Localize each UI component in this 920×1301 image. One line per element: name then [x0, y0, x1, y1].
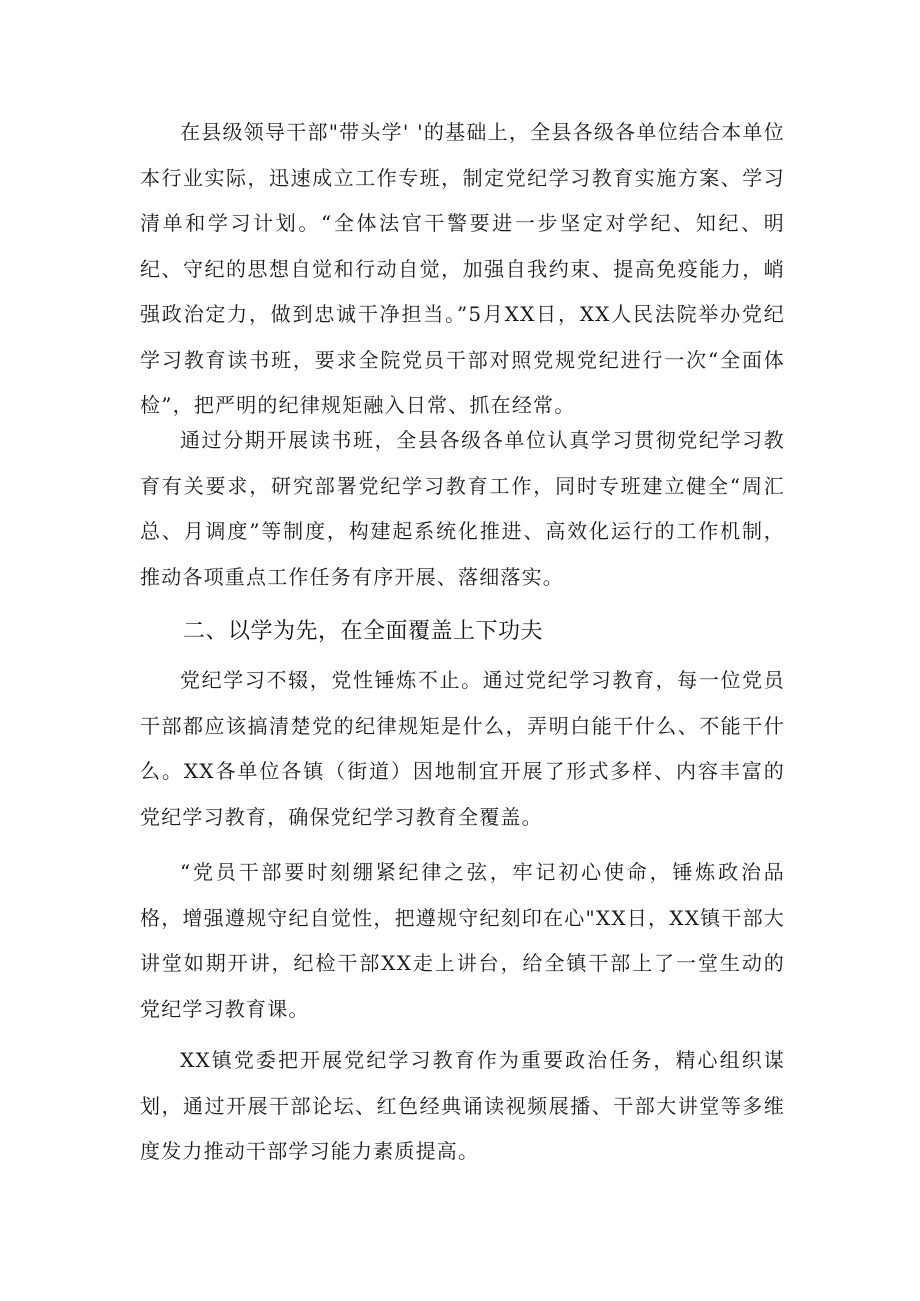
paragraph-town-party-committee: XX镇党委把开展党纪学习教育作为重要政治任务，精心组织谋划，通过开展干部论坛、红色经典诵读视频展播、干部大讲堂等多维度发力推动干部学习能力素质提高。 [140, 1048, 785, 1163]
paragraph-full-coverage: 党纪学习不辍，党性锤炼不止。通过党纪学习教育，每一位党员干部都应该搞清楚党的纪律规矩是什么，弄明白能干什么、不能干什么。XX各单位各镇（街道）因地制宜开展了形式多样、内容丰富的党纪学习教育，确保党纪学习教育全覆盖。 [140, 668, 785, 829]
paragraph-reading-class: 通过分期开展读书班，全县各级各单位认真学习贯彻党纪学习教育有关要求，研究部署党纪学习教育工作，同时专班建立健全“周汇总、月调度”等制度，构建起系统化推进、高效化运行的工作机制，推动各项重点工作任务有序开展、落细落实。 [140, 428, 785, 589]
paragraph-leadership-study: 在县级领导干部"带头学' '的基础上，全县各级各单位结合本单位本行业实际，迅速成立工作专班，制定党纪学习教育实施方案、学习清单和学习计划。“全体法官干警要进一步坚定对学纪、知纪、明纪、守纪的思想自觉和行动自觉，加强自我约束、提高免疫能力，峭强政治定力，做到忠诚干净担当。”5月XX日，XX人民法院举办党纪学习教育读书班，要求全院党员干部对照党规党纪进行一次“全面体检”，把严明的纪律规矩融入日常、抓在经常。 [140, 120, 785, 417]
section-heading: 二、以学为先，在全面覆盖上下功夫 [183, 619, 544, 644]
paragraph-lecture-hall: “党员干部要时刻绷紧纪律之弦，牢记初心使命，锤炼政治品格，增强遵规守纪自觉性，把遵规守纪刻印在心"XX日，XX镇干部大讲堂如期开讲，纪检干部XX走上讲台，给全镇干部上了一堂生动的党纪学习教育课。 [140, 860, 785, 1021]
